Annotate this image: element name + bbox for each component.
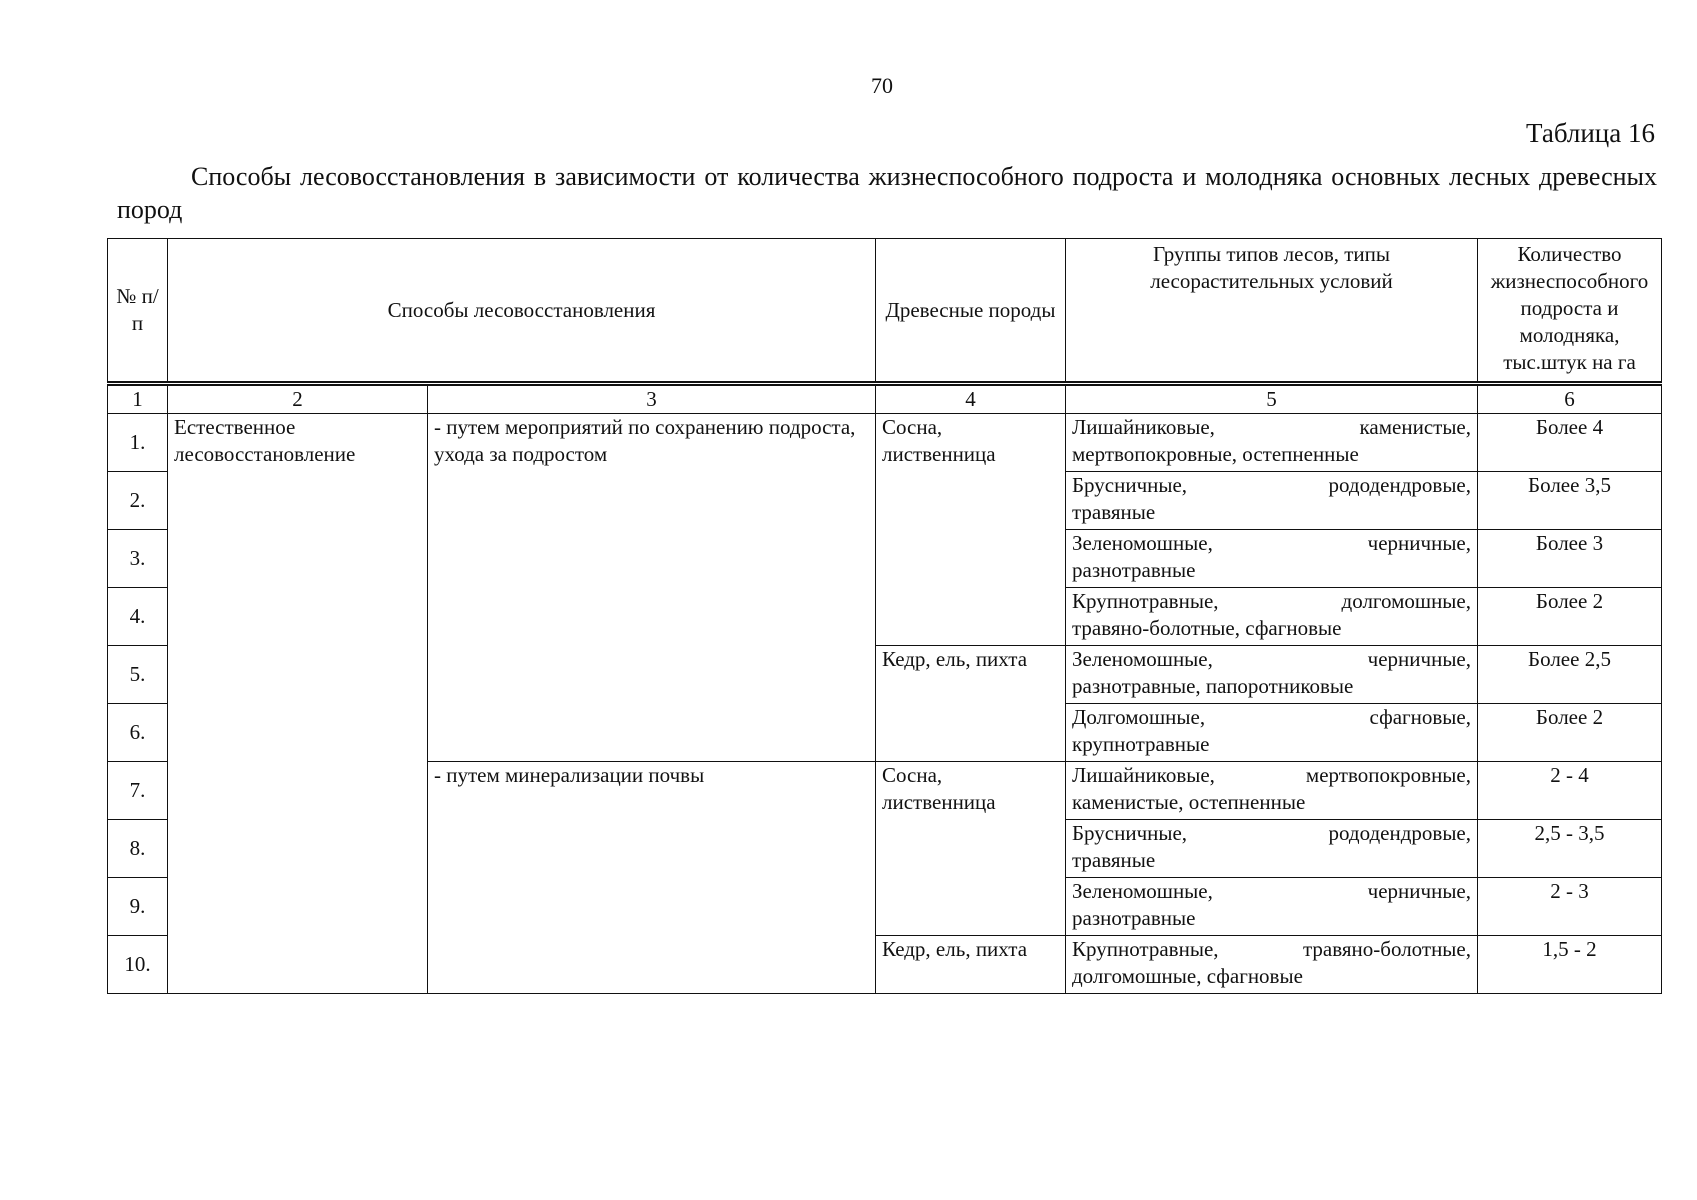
method-main-cell: Естественное лесовосстановление [168,414,428,994]
species-cell: Кедр, ель, пихта [876,936,1066,994]
forest-group-cell [1066,530,1478,588]
quantity-cell: 2,5 - 3,5 [1478,820,1662,878]
row-number: 4. [108,588,168,646]
forest-group-cell [1066,878,1478,936]
row-number: 2. [108,472,168,530]
column-number: 6 [1478,384,1662,414]
forest-group-line: травяные [1072,848,1156,872]
column-number: 5 [1066,384,1478,414]
page-number: 70 [871,73,893,98]
forest-group-cell [1066,762,1478,820]
column-number: 4 [876,384,1066,414]
forest-group-cell [1066,936,1478,994]
header-quantity: Количество жизнеспособного подроста и молодняка, тыс.штук на га [1478,239,1662,384]
table-header-row [108,239,1662,384]
row-number: 8. [108,820,168,878]
species-cell: Сосна, лиственница [876,414,1066,646]
row-number: 10. [108,936,168,994]
header-num: № п/п [108,239,168,384]
forest-group-cell [1066,646,1478,704]
row-number: 3. [108,530,168,588]
quantity-cell: Более 2 [1478,588,1662,646]
quantity-cell: Более 2 [1478,704,1662,762]
forest-group-line: Брусничные, рододендровые, [1072,821,1471,845]
forest-group-line: Долгомошные, сфагновые, [1072,705,1471,729]
forest-group-line: каменистые, остепненные [1072,790,1306,814]
forest-group-cell [1066,704,1478,762]
table-heading: Способы лесовосстановления в зависимости от количества жизнеспособного подроста и молодняка основных лесных древесных пород [117,162,1657,224]
quantity-cell: Более 2,5 [1478,646,1662,704]
column-number: 1 [108,384,168,414]
header-forest-groups: Группы типов лесов, типы лесорастительных условий [1066,239,1478,384]
column-number: 3 [428,384,876,414]
forest-group-line: разнотравные, папоротниковые [1072,674,1354,698]
forest-group-line: крупнотравные [1072,732,1210,756]
reforestation-table [107,238,1662,994]
forest-group-line: Лишайниковые, каменистые, [1072,415,1471,439]
forest-group-line: Брусничные, рододендровые, [1072,473,1471,497]
forest-group-line: травяные [1072,500,1156,524]
forest-group-line: долгомошные, сфагновые [1072,964,1303,988]
quantity-cell: 2 - 3 [1478,878,1662,936]
forest-group-line: Зеленомошные, черничные, [1072,531,1471,555]
table-label: Таблица 16 [1526,118,1655,148]
forest-group-line: Зеленомошные, черничные, [1072,879,1471,903]
quantity-cell: 2 - 4 [1478,762,1662,820]
forest-group-line: травяно-болотные, сфагновые [1072,616,1342,640]
forest-group-line: мертвопокровные, остепненные [1072,442,1359,466]
quantity-cell: 1,5 - 2 [1478,936,1662,994]
quantity-cell: Более 3 [1478,530,1662,588]
table-row [108,414,1662,472]
row-number: 6. [108,704,168,762]
forest-group-line: разнотравные [1072,558,1196,582]
row-number: 5. [108,646,168,704]
forest-group-line: Лишайниковые, мертвопокровные, [1072,763,1471,787]
row-number: 9. [108,878,168,936]
quantity-cell: Более 4 [1478,414,1662,472]
header-species: Древесные породы [876,239,1066,384]
sub-method-cell: - путем мероприятий по сохранению подроста, ухода за подростом [428,414,876,762]
quantity-cell: Более 3,5 [1478,472,1662,530]
forest-group-cell [1066,588,1478,646]
species-cell: Сосна, лиственница [876,762,1066,936]
row-number: 7. [108,762,168,820]
forest-group-line: Крупнотравные, травяно-болотные, [1072,937,1471,961]
forest-group-line: Крупнотравные, долгомошные, [1072,589,1471,613]
column-number-row [108,384,1662,414]
species-cell: Кедр, ель, пихта [876,646,1066,762]
forest-group-cell [1066,414,1478,472]
sub-method-cell: - путем минерализации почвы [428,762,876,994]
column-number: 2 [168,384,428,414]
forest-group-cell [1066,472,1478,530]
row-number: 1. [108,414,168,472]
header-methods: Способы лесовосстановления [168,239,876,384]
forest-group-cell [1066,820,1478,878]
forest-group-line: Зеленомошные, черничные, [1072,647,1471,671]
forest-group-line: разнотравные [1072,906,1196,930]
